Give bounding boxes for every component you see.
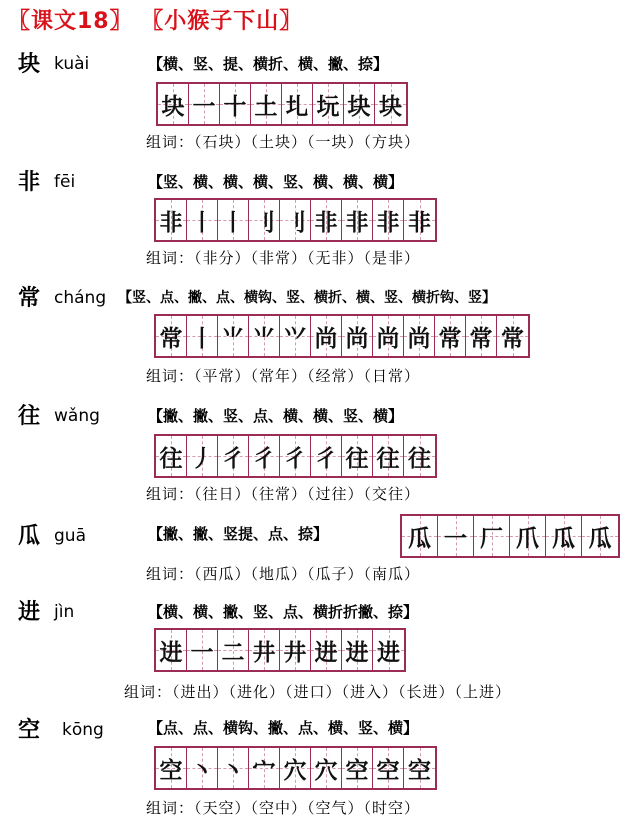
grid-cell: 尚 [342, 316, 373, 356]
entry-pinyin: wǎng [54, 406, 100, 426]
grid-cell: 进 [156, 630, 187, 670]
grid-cell: 一 [187, 630, 218, 670]
grid-cell: 彳 [249, 436, 280, 476]
word-examples: 组词：（非分）（非常）（无非）（是非） [146, 249, 421, 267]
grid-cell: 尚 [311, 316, 342, 356]
grid-cell: 往 [373, 436, 404, 476]
entry-character: 空 [18, 717, 41, 743]
grid-cell: 瓜 [582, 516, 618, 556]
grid-cell: 彳 [280, 436, 311, 476]
grid-cell: 块 [158, 84, 189, 124]
entry-pinyin: cháng [54, 288, 107, 308]
stroke-grid [156, 82, 408, 126]
entry-pinyin: fēi [54, 172, 76, 192]
word-examples: 组词：（平常）（常年）（经常）（日常） [146, 367, 421, 385]
grid-cell: 非 [373, 200, 404, 240]
grid-cell: 井 [280, 630, 311, 670]
grid-cell: 非 [156, 200, 187, 240]
grid-cell: 穴 [311, 748, 342, 788]
entry-pinyin: guā [54, 526, 86, 546]
grid-cell: 进 [311, 630, 342, 670]
grid-cell: 尚 [373, 316, 404, 356]
grid-cell: 瓜 [546, 516, 582, 556]
word-examples: 组词：（西瓜）（地瓜）（瓜子）（南瓜） [146, 565, 421, 583]
entry-character: 进 [18, 599, 41, 625]
grid-cell: 往 [156, 436, 187, 476]
grid-cell: 块 [375, 84, 406, 124]
grid-cell: 非 [342, 200, 373, 240]
grid-cell: 尚 [404, 316, 435, 356]
grid-cell: 宀 [249, 748, 280, 788]
word-examples: 组词：（石块）（土块）（一块）（方块） [146, 133, 421, 151]
grid-cell: 厂 [474, 516, 510, 556]
grid-cell: 空 [404, 748, 435, 788]
grid-cell: 圠 [282, 84, 313, 124]
stroke-order: 【竖、点、撇、点、横钩、竖、横折、横、竖、横折钩、竖】 [118, 290, 496, 306]
grid-cell: 非 [311, 200, 342, 240]
lesson-name: 〖小猴子下山〗 [141, 9, 303, 34]
grid-cell: 井 [249, 630, 280, 670]
grid-cell: 二 [218, 630, 249, 670]
grid-cell: 十 [220, 84, 251, 124]
grid-cell: ⺍ [280, 316, 311, 356]
grid-cell: 常 [435, 316, 466, 356]
grid-cell: 刂 [249, 200, 280, 240]
grid-cell: 进 [342, 630, 373, 670]
grid-cell: 丶 [218, 748, 249, 788]
stroke-grid [400, 514, 620, 558]
grid-cell: 瓜 [402, 516, 438, 556]
word-examples: 组词：（往日）（往常）（过往）（交往） [146, 485, 421, 503]
grid-cell: 彳 [218, 436, 249, 476]
grid-cell: 土 [251, 84, 282, 124]
grid-cell: 块 [344, 84, 375, 124]
grid-cell: 往 [342, 436, 373, 476]
stroke-order: 【横、横、撇、竖、点、横折折撇、捺】 [148, 603, 419, 621]
stroke-order: 【横、竖、提、横折、横、撇、捺】 [148, 55, 389, 73]
grid-cell: 丿 [187, 436, 218, 476]
grid-cell: 空 [342, 748, 373, 788]
stroke-grid [154, 314, 530, 358]
page-title [8, 4, 302, 38]
entry-pinyin: kuài [54, 54, 90, 74]
grid-cell: 刂 [280, 200, 311, 240]
stroke-order: 【竖、横、横、横、竖、横、横、横】 [148, 173, 404, 191]
word-examples: 组词：（进出）（进化）（进口）（进入）（长进）（上进） [124, 683, 512, 701]
stroke-order: 【撇、撇、竖、点、横、横、竖、横】 [148, 407, 404, 425]
stroke-grid [154, 434, 437, 478]
entry-character: 常 [18, 285, 41, 311]
stroke-grid [154, 198, 437, 242]
grid-cell: 坃 [313, 84, 344, 124]
stroke-grid [154, 746, 437, 790]
word-examples: 组词：（天空）（空中）（空气）（时空） [146, 799, 421, 817]
grid-cell: ⺌ [249, 316, 280, 356]
lesson-number: 〖课文18〗 [8, 9, 133, 34]
grid-cell: 往 [404, 436, 435, 476]
stroke-grid [154, 628, 406, 672]
grid-cell: 空 [156, 748, 187, 788]
grid-cell: ⺌ [218, 316, 249, 356]
grid-cell: 常 [497, 316, 528, 356]
grid-cell: 常 [466, 316, 497, 356]
grid-cell: 一 [189, 84, 220, 124]
grid-cell: 丨 [187, 200, 218, 240]
entry-character: 瓜 [18, 523, 41, 549]
grid-cell: 丶 [187, 748, 218, 788]
grid-cell: 彳 [311, 436, 342, 476]
grid-cell: 一 [438, 516, 474, 556]
stroke-order: 【点、点、横钩、撇、点、横、竖、横】 [148, 719, 419, 737]
grid-cell: 进 [373, 630, 404, 670]
grid-cell: 非 [404, 200, 435, 240]
grid-cell: 丨 [218, 200, 249, 240]
entry-character: 非 [18, 169, 41, 195]
grid-cell: 丨 [187, 316, 218, 356]
stroke-order: 【撇、撇、竖提、点、捺】 [148, 525, 329, 543]
entry-character: 往 [18, 403, 41, 429]
entry-pinyin: kōng [62, 720, 104, 740]
grid-cell: 常 [156, 316, 187, 356]
grid-cell: 爪 [510, 516, 546, 556]
entry-character: 块 [18, 51, 41, 77]
entry-pinyin: jìn [54, 602, 75, 622]
grid-cell: 空 [373, 748, 404, 788]
grid-cell: 穴 [280, 748, 311, 788]
